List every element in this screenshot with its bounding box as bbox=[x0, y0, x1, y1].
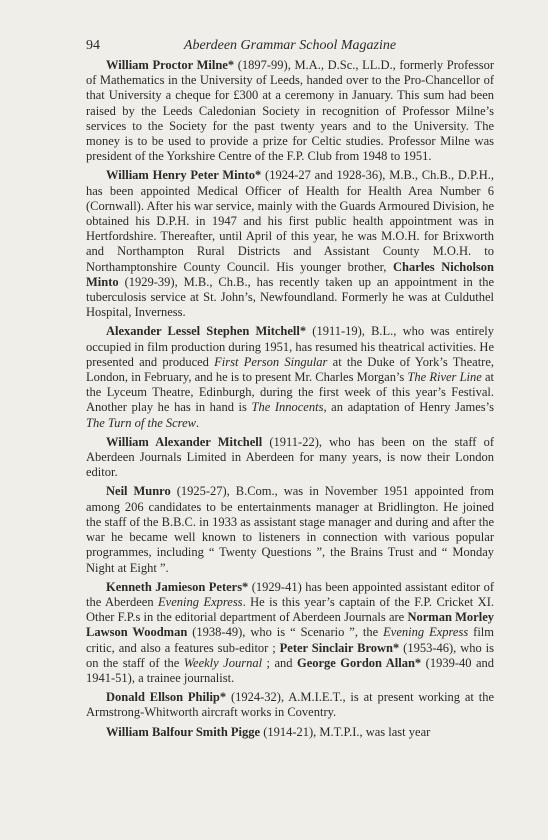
entry-text: (1911-22), who has been on the staff of Aberdeen Journals Limited in Aberdeen for many years, is now their London editor. bbox=[86, 434, 495, 480]
entry-text: (1929-41) has been appointed assistant editor of the Aberdeen bbox=[86, 579, 494, 609]
person-name: Alexander Lessel Stephen Mitchell* bbox=[106, 324, 307, 339]
entry-mitchell-wa bbox=[86, 435, 494, 481]
person-name: Charles Nicholson Minto bbox=[86, 259, 494, 289]
work-title: The Innocents bbox=[251, 400, 324, 415]
entry-text: (1924-32), A.M.I.E.T., is at present working at the Armstrong-Whitworth aircraft works in Coventry. bbox=[86, 690, 494, 720]
person-name: Peter Sinclair Brown* bbox=[279, 640, 400, 655]
person-name: George Gordon Allan* bbox=[296, 655, 422, 670]
work-title: The River Line bbox=[407, 370, 482, 385]
page-header bbox=[86, 38, 494, 58]
work-title: Weekly Journal bbox=[183, 655, 263, 670]
entry-text: ; and bbox=[262, 655, 297, 670]
entry-text: . bbox=[195, 415, 200, 430]
person-name: William Alexander Mitchell bbox=[106, 434, 263, 449]
entry-text: (1897-99), M.A., D.Sc., LL.D., formerly Professor of Mathematics in the University of Leeds, handed over to the Pro-Chancellor of that University a cheque for £300 at a ceremony in January. This sum had been raised by the Leeds Caledonian Society in recognition of Professor Milne’s services to the Society for the past twenty years and to the University. The money is to be used to provide a prize for Celtic studies. Professor Milne was president of the Yorkshire Centre of the F.P. Club from 1948 to 1951. bbox=[86, 58, 494, 164]
person-name: William Proctor Milne* bbox=[106, 58, 235, 72]
entry-philip bbox=[86, 690, 494, 720]
person-name: William Henry Peter Minto* bbox=[106, 168, 262, 183]
entry-peters bbox=[86, 580, 494, 686]
entry-text: at the Duke of York’s Theatre, London, in February, and he is to present Mr. Charles Morgan’s bbox=[86, 354, 495, 385]
entry-text: (1938-49), who is “ Scenario ”, the bbox=[187, 625, 384, 640]
page-number: 94 bbox=[86, 38, 100, 53]
entry-mitchell-als bbox=[86, 324, 494, 430]
entry-text: (1953-46), who is on the staff of the bbox=[86, 640, 494, 670]
work-title: The Turn of the Screw bbox=[86, 415, 196, 430]
entry-text: at the Lyceum Theatre, Edinburgh, during the first week of this year’s Festival. Another play he has in hand is bbox=[86, 370, 494, 415]
person-name: William Balfour Smith Pigge bbox=[106, 724, 261, 739]
work-title: First Person Singular bbox=[214, 354, 328, 369]
entry-text: (1914-21), M.T.P.I., was last year bbox=[260, 724, 431, 739]
entry-pigge bbox=[86, 725, 494, 740]
entry-text: (1925-27), B.Com., was in November 1951 appointed from among 206 candidates to be entertainments manager at Bridlington. He joined the staff of the B.B.C. in 1933 as assistant stage manager and during and after the war he became well known to listeners in connection with various popular programmes, including “ Twenty Questions ”, the Brains Trust and “ Monday Night at Eight ”. bbox=[86, 484, 494, 575]
person-name: Kenneth Jamieson Peters* bbox=[106, 579, 249, 594]
entry-text: , an adaptation of Henry James’s bbox=[323, 400, 494, 415]
entry-munro bbox=[86, 484, 494, 575]
entry-minto bbox=[86, 168, 494, 320]
entry-text: (1911-19), B.L., who was entirely occupied in film production during 1951, has resumed his theatrical activities. He presented and produced bbox=[86, 324, 494, 369]
running-title: Aberdeen Grammar School Magazine bbox=[183, 38, 397, 53]
entry-text: . He is this year’s captain of the F.P. Cricket XI. Other F.P.s in the editorial department of Aberdeen Journals are bbox=[86, 594, 494, 625]
work-title: Evening Express bbox=[383, 625, 469, 640]
person-name: Donald Ellson Philip* bbox=[106, 690, 227, 705]
person-name: Neil Munro bbox=[106, 484, 171, 499]
entry-text: (1939-40 and 1941-51), a trainee journalist. bbox=[86, 655, 494, 685]
work-title: Evening Express bbox=[158, 594, 243, 609]
entry-text: (1924-27 and 1928-36), M.B., Ch.B., D.P.H., has been appointed Medical Officer of Health for Health Area Number 6 (Cornwall). After his war service, mainly with the Guards Armoured Division, he obtained his D.P.H. in 1947 and his first public health appointment was in Hertfordshire. Thereafter, until April of this year, he was M.O.H. for Brixworth and Northampton Rural Districts and Assistant County M.O.H. to Northamptonshire County Council. His younger brother, bbox=[86, 168, 494, 274]
person-name: Norman Morley Lawson Woodman bbox=[86, 610, 494, 640]
entry-text: film critic, and also a features sub-editor ; bbox=[86, 625, 494, 655]
entry-milne bbox=[86, 58, 494, 164]
entry-text: (1929-39), M.B., Ch.B., has recently taken up an appointment in the tuberculosis service at St. John’s, Newfoundland. Formerly he was at Culduthel Hospital, Inverness. bbox=[86, 274, 494, 320]
article-body bbox=[86, 58, 494, 744]
